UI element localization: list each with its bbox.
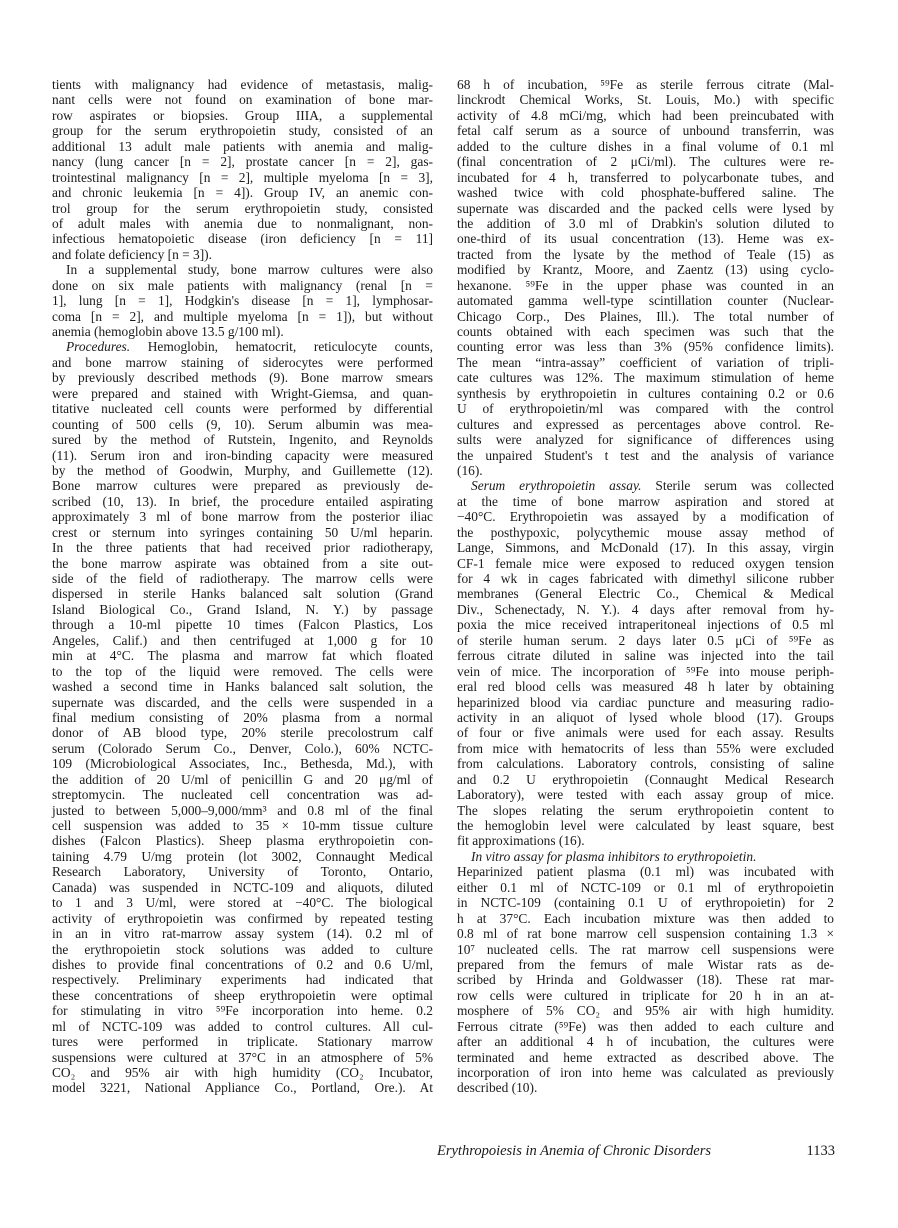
text-line [52,710,433,725]
text-line [457,787,834,802]
paragraph [457,77,834,478]
line-text: at the time of bone marrow aspiration and stored at [457,493,834,509]
line-text: approximately 3 ml of bone marrow from the posterior iliac [52,509,433,525]
line-text: washed a second time in Hanks balanced salt solution, the [52,679,433,695]
text-line [52,942,433,957]
line-text: Sterile serum was collected [641,478,834,494]
text-line [457,201,834,216]
text-line [52,895,433,910]
line-text: vein of mice. The incorporation of ⁵⁹Fe into mouse periph- [457,663,834,679]
text-line [52,77,433,92]
line-text: tracted from the lysate by the method of Teale (15) as [457,246,834,262]
text-line [52,725,433,740]
text-line [52,741,433,756]
text-line [457,525,834,540]
text-line [52,509,433,524]
text-line [457,833,834,848]
text-line [52,926,433,941]
line-text: and bone marrow staining of siderocytes were performed [52,354,433,370]
text-line [52,602,433,617]
text-line [457,880,834,895]
text-line [457,1050,834,1065]
text-line [457,432,834,447]
line-text: for stimulating in vitro ⁵⁹Fe incorporation into heme. 0.2 [52,1003,433,1019]
text-line [457,262,834,277]
line-text: infectious hematopoietic disease (iron deficiency [n = 11] [52,231,433,247]
line-text: the erythropoietin stock solutions was added to culture [52,941,433,957]
line-text: scribed (10, 13). In brief, the procedure entailed aspirating [52,493,433,509]
text-column-left [52,77,433,1096]
text-line [52,648,433,663]
text-line [52,231,433,246]
line-text: described (10). [457,1080,538,1096]
line-text: Div., Schenectady, N. Y.). 4 days after removal from hy- [457,601,834,617]
line-text: trol group for the serum erythropoietin study, consisted [52,200,433,216]
line-text: Heparinized patient plasma (0.1 ml) was incubated with [457,864,834,880]
text-line [52,154,433,169]
text-line [457,926,834,941]
line-text: supernate was discarded, and the cells were suspended in a [52,694,433,710]
line-text: poxia the mice received intraperitoneal injections of 0.5 ml [457,617,834,633]
text-line [457,586,834,601]
line-text: In a supplemental study, bone marrow cultures were also [66,262,433,278]
line-text: activity of erythropoietin was confirmed by repeated testing [52,910,433,926]
line-text: trointestinal malignancy [n = 2], multiple myeloma [n = 3], [52,169,433,185]
text-line [52,679,433,694]
paragraph [52,77,433,262]
line-text: final medium consisting of 20% plasma from a normal [52,709,433,725]
text-line [457,756,834,771]
line-text: and folate deficiency [n = 3]). [52,246,212,262]
line-text: h at 37°C. Each incubation mixture was then added to [457,910,834,926]
line-text: CO₂ and 95% air with high humidity (CO₂ Incubator, [52,1065,433,1080]
text-line [52,108,433,123]
text-line [52,401,433,416]
line-text: dishes to provide final concentrations of 0.2 and 0.6 U/ml, [52,956,433,972]
line-text: were prepared and stained with Wright-Giemsa, and quan- [52,385,433,401]
line-text: streptomycin. The nucleated cell concentration was ad- [52,787,433,803]
text-line [457,725,834,740]
text-line [457,911,834,926]
text-line [457,571,834,586]
text-line [52,324,433,339]
text-line [52,1034,433,1049]
line-text: in an in vitro rat-marrow assay system (14). 0.2 ml of [52,926,433,942]
text-line [457,972,834,987]
text-line [457,556,834,571]
text-line [457,463,834,478]
text-line [457,123,834,138]
line-text: justed to between 5,000–9,000/mm³ and 0.8 ml of the final [52,802,433,818]
line-text: Canada) was suspended in NCTC-109 and aliquots, diluted [52,879,433,895]
text-line [52,540,433,555]
text-line [457,370,834,385]
running-title: Erythropoiesis in Anemia of Chronic Disorders [437,1143,712,1159]
line-text: prepared from the femurs of male Wistar rats as de- [457,956,834,972]
text-line [457,710,834,725]
text-line [457,154,834,169]
line-text: the posthypoxic, polycythemic mouse assay method of [457,524,834,540]
text-line [457,864,834,879]
text-line [457,247,834,262]
line-text: nancy (lung cancer [n = 2], prostate cancer [n = 2], gas- [52,154,433,170]
section-heading: In vitro assay for plasma inhibitors to erythropoietin. [471,848,757,864]
line-text: synthesis by erythropoietin in cultures containing 0.2 or 0.6 [457,385,834,401]
line-text: cell suspension was added to 35 × 10-mm tissue culture [52,818,433,833]
line-text: by the method of Goodwin, Murphy, and Guillemette (12). [52,462,433,478]
text-line [457,386,834,401]
line-text: fetal calf serum as a source of unbound transferrin, was [457,123,834,139]
text-line [52,911,433,926]
text-line [52,772,433,787]
line-text: and chronic leukemia [n = 4]). Group IV, an anemic con- [52,185,433,201]
text-line [52,355,433,370]
text-line [52,1003,433,1018]
text-line [52,525,433,540]
text-line [457,1065,834,1080]
text-line [52,201,433,216]
text-line [457,957,834,972]
text-line [457,339,834,354]
text-line [457,309,834,324]
line-text: eral red blood cells was measured 48 h later by obtaining [457,679,834,695]
line-text: U of erythropoietin/ml was compared with the control [457,401,834,417]
line-text: 109 (Microbiological Associates, Inc., Bethesda, Md.), with [52,756,433,772]
text-line [457,494,834,509]
line-text: 1], lung [n = 1], Hodgkin's disease [n = 1], lymphosar- [52,293,433,309]
line-text: anemia (hemoglobin above 13.5 g/100 ml). [52,324,284,339]
paragraph [457,478,834,849]
text-line [457,355,834,370]
line-text: row aspirates or biopsies. Group IIIA, a supplemental [52,107,433,123]
line-text: membranes (General Electric Co., Chemical & Medical [457,586,834,602]
text-line [52,123,433,138]
text-line [52,664,433,679]
line-text: nant cells were not found on examination of bone mar- [52,92,433,108]
line-text: counting of 500 cells (9, 10). Serum albumin was mea- [52,416,433,432]
text-line [457,139,834,154]
line-text: supernate was discarded and the packed cells were lysed by [457,200,834,216]
line-text: ml of NCTC-109 was added to control cultures. All cul- [52,1018,433,1034]
line-text: sults were analyzed for significance of differences using [457,432,834,448]
text-line [457,417,834,432]
text-line [52,833,433,848]
text-column-right [457,77,834,1096]
text-line [457,170,834,185]
text-line [52,787,433,802]
line-text: model 3221, National Appliance Co., Portland, Ore.). At [52,1080,433,1096]
text-line [52,633,433,648]
line-text: cultures and expressed as percentages above control. Re- [457,416,834,432]
line-text: done on six male patients with malignancy (renal [n = [52,277,433,293]
line-text: counting error was less than 3% (95% confidence limits). [457,339,834,355]
line-text: side of the field of radiotherapy. The marrow cells were [52,571,433,586]
text-line [52,432,433,447]
text-line [457,509,834,524]
text-line [52,339,433,354]
line-text: CF-1 female mice were exposed to reduced oxygen tension [457,555,834,571]
line-text: mosphere of 5% CO₂ and 95% air with high humidity. [457,1003,834,1019]
line-text: (11). Serum iron and iron-binding capacity were measured [52,447,433,463]
line-text: group for the serum erythropoietin study, consisted of an [52,123,433,139]
text-line [52,216,433,231]
text-line [52,617,433,632]
line-text: cate cultures was 12%. The maximum stimulation of heme [457,370,834,386]
line-text: either 0.1 ml of NCTC-109 or 0.1 ml of erythropoietin [457,879,834,895]
line-text: activity of 4.8 mCi/mg, which had been preincubated with [457,107,834,123]
page-footer [437,1143,835,1160]
line-text: coma [n = 2], and multiple myeloma [n = 1]), but without [52,308,433,324]
text-line [52,293,433,308]
text-line [457,942,834,957]
text-line [457,664,834,679]
text-line [457,92,834,107]
text-line [457,1003,834,1018]
text-line [457,324,834,339]
line-text: washed twice with cold phosphate-buffered saline. The [457,185,834,201]
section-heading: Procedures. [66,339,131,355]
text-line [457,293,834,308]
line-text: suspensions were cultured at 37°C in an atmosphere of 5% [52,1049,433,1065]
text-line [457,803,834,818]
line-text: donor of AB blood type, 20% sterile precolostrum calf [52,725,433,741]
line-text: incubated for 4 h, transferred to polycarbonate tubes, and [457,169,834,185]
text-line [52,803,433,818]
text-line [457,895,834,910]
line-text: of sterile human serum. 2 days later 0.5 μCi of ⁵⁹Fe as [457,632,834,648]
line-text: the bone marrow aspirate was obtained from a site out- [52,555,433,571]
text-line [52,92,433,107]
text-line [457,401,834,416]
line-text: the unpaired Student's t test and the analysis of variance [457,447,834,463]
line-text: modified by Krantz, Moore, and Zaentz (13) using cyclo- [457,262,834,278]
line-text: min at 4°C. The plasma and marrow fat which floated [52,648,433,664]
text-line [52,1050,433,1065]
text-line [52,309,433,324]
line-text: Angeles, Calif.) and then centrifuged at 1,000 g for 10 [52,632,433,648]
line-text: from calculations. Laboratory controls, consisting of saline [457,756,834,772]
line-text: ferrous citrate diluted in saline was injected into the tail [457,648,834,664]
line-text: automated gamma well-type scintillation counter (Nuclear- [457,293,834,309]
line-text: sured by the method of Rutstein, Ingenito, and Reynolds [52,432,433,448]
text-line [52,386,433,401]
text-line [52,463,433,478]
line-text: (final concentration of 2 μCi/ml). The cultures were re- [457,154,834,170]
line-text: tures were performed in triplicate. Stationary marrow [52,1034,433,1050]
line-text: Lange, Simmons, and McDonald (17). In this assay, virgin [457,540,834,556]
text-line [52,247,433,262]
text-line [457,633,834,648]
text-line [52,586,433,601]
text-line [52,756,433,771]
line-text: in NCTC-109 (containing 0.1 U of erythropoietin) for 2 [457,895,834,911]
line-text: one-third of its usual concentration (13). Heme was ex- [457,231,834,247]
line-text: −40°C. Erythropoietin was assayed by a modification of [457,509,834,525]
line-text: from mice with hematocrits of less than 55% were excluded [457,740,834,756]
text-line [457,1019,834,1034]
text-line [52,571,433,586]
line-text: additional 13 adult male patients with anemia and malig- [52,138,433,154]
line-text: of adult males with anemia due to nonmalignant, non- [52,215,433,231]
text-line [52,478,433,493]
line-text: through a 10-ml pipette 10 times (Falcon Plastics, Los [52,617,433,633]
line-text: fit approximations (16). [457,833,585,849]
line-text: hexanone. ⁵⁹Fe in the upper phase was counted in an [457,277,834,293]
line-text: linckrodt Chemical Works, St. Louis, Mo.) with specific [457,92,834,108]
text-line [52,957,433,972]
text-line [457,185,834,200]
text-line [457,818,834,833]
line-text: The mean “intra-assay” coefficient of variation of tripli- [457,354,834,370]
text-line [457,216,834,231]
line-text: 10⁷ nucleated cells. The rat marrow cell suspensions were [457,941,834,957]
text-line [52,370,433,385]
line-text: the addition of 3.0 ml of Drabkin's solution diluted to [457,215,834,231]
text-line [52,1080,433,1095]
text-line [457,988,834,1003]
text-line [457,772,834,787]
text-line [457,77,834,92]
text-line [52,170,433,185]
line-text: Ferrous citrate (⁵⁹Fe) was then added to each culture and [457,1018,834,1034]
line-text: added to the culture dishes in a final volume of 0.1 ml [457,138,834,154]
line-text: counts obtained with each specimen was such that the [457,324,834,339]
text-line [52,880,433,895]
text-line [457,231,834,246]
text-line [52,417,433,432]
line-text: 68 h of incubation, ⁵⁹Fe as sterile ferrous citrate (Mal- [457,77,834,92]
line-text: serum (Colorado Serum Co., Denver, Colo.), 60% NCTC- [52,740,433,756]
line-text: In the three patients that had received prior radiotherapy, [52,540,433,556]
line-text: these concentrations of sheep erythropoietin were optimal [52,987,433,1003]
text-line [457,1034,834,1049]
text-line [457,1080,834,1095]
text-line [52,556,433,571]
line-text: of four or five animals were used for each assay. Results [457,725,834,741]
line-text: 0.8 ml of rat bone marrow cell suspension containing 1.3 × [457,926,834,942]
line-text: and 0.2 U erythropoietin (Connaught Medical Research [457,771,834,787]
line-text: Hemoglobin, hematocrit, reticulocyte counts, [130,339,433,355]
text-line [457,278,834,293]
section-heading: Serum erythropoietin assay. [471,478,642,494]
line-text: Bone marrow cultures were prepared as previously de- [52,478,433,494]
text-line [457,602,834,617]
text-line [457,741,834,756]
line-text: to 1 and 3 U/ml, were stored at −40°C. The biological [52,895,433,911]
paragraph [52,262,433,339]
line-text: terminated and heme extracted as described above. The [457,1049,834,1065]
paragraph [457,849,834,1096]
text-line [52,695,433,710]
text-line [457,617,834,632]
line-text: heparinized blood via cardiac puncture and measuring radio- [457,694,834,710]
line-text: scribed by Hrinda and Goldwasser (18). These rat mar- [457,972,834,988]
text-line [52,494,433,509]
text-line [457,648,834,663]
text-line [457,478,834,493]
text-line [457,108,834,123]
line-text: dishes (Falcon Plastics). Sheep plasma erythropoietin con- [52,833,433,849]
line-text: Island Biological Co., Grand Island, N. Y.) by passage [52,601,433,617]
line-text: taining 4.79 U/mg protein (lot 3002, Connaught Medical [52,848,433,864]
text-line [52,278,433,293]
text-line [457,679,834,694]
line-text: Laboratory), were tested with each assay group of mice. [457,787,834,803]
text-line [457,695,834,710]
text-line [457,540,834,555]
line-text: by previously described methods (9). Bone marrow smears [52,370,433,386]
text-line [52,448,433,463]
text-line [52,864,433,879]
line-text: crest or sternum into syringes containing 50 U/ml heparin. [52,524,433,540]
text-line [52,972,433,987]
line-text: tients with malignancy had evidence of metastasis, malig- [52,77,433,92]
paragraph [52,339,433,1095]
line-text: (16). [457,462,483,478]
page-number: 1133 [806,1143,835,1159]
line-text: Research Laboratory, University of Toronto, Ontario, [52,864,433,880]
line-text: incorporation of iron into heme was calculated as previously [457,1065,834,1080]
line-text: The slopes relating the serum erythropoietin content to [457,802,834,818]
text-line [457,448,834,463]
line-text: Chicago Corp., Des Plaines, Ill.). The total number of [457,308,834,324]
line-text: the hemoglobin level were calculated by least square, best [457,818,834,833]
text-line [52,849,433,864]
text-line [52,139,433,154]
line-text: titative nucleated cell counts were performed by differential [52,401,433,417]
line-text: the addition of 20 U/ml of penicillin G and 20 μg/ml of [52,771,433,787]
text-line [52,185,433,200]
text-line [52,262,433,277]
line-text: after an additional 4 h of incubation, the cultures were [457,1034,834,1050]
line-text: to the top of the liquid were removed. The cells were [52,663,433,679]
line-text: row cells were cultured in triplicate for 20 h in an at- [457,987,834,1003]
text-line [52,988,433,1003]
line-text: respectively. Preliminary experiments had indicated that [52,972,433,988]
text-line [52,1019,433,1034]
line-text: dispersed in sterile Hanks balanced salt solution (Grand [52,586,433,602]
line-text: activity in an aliquot of lysed whole blood (17). Groups [457,709,834,725]
text-line [457,849,834,864]
line-text: for 4 wk in cages fabricated with dimethyl silicone rubber [457,571,834,586]
text-line [52,1065,433,1080]
text-line [52,818,433,833]
